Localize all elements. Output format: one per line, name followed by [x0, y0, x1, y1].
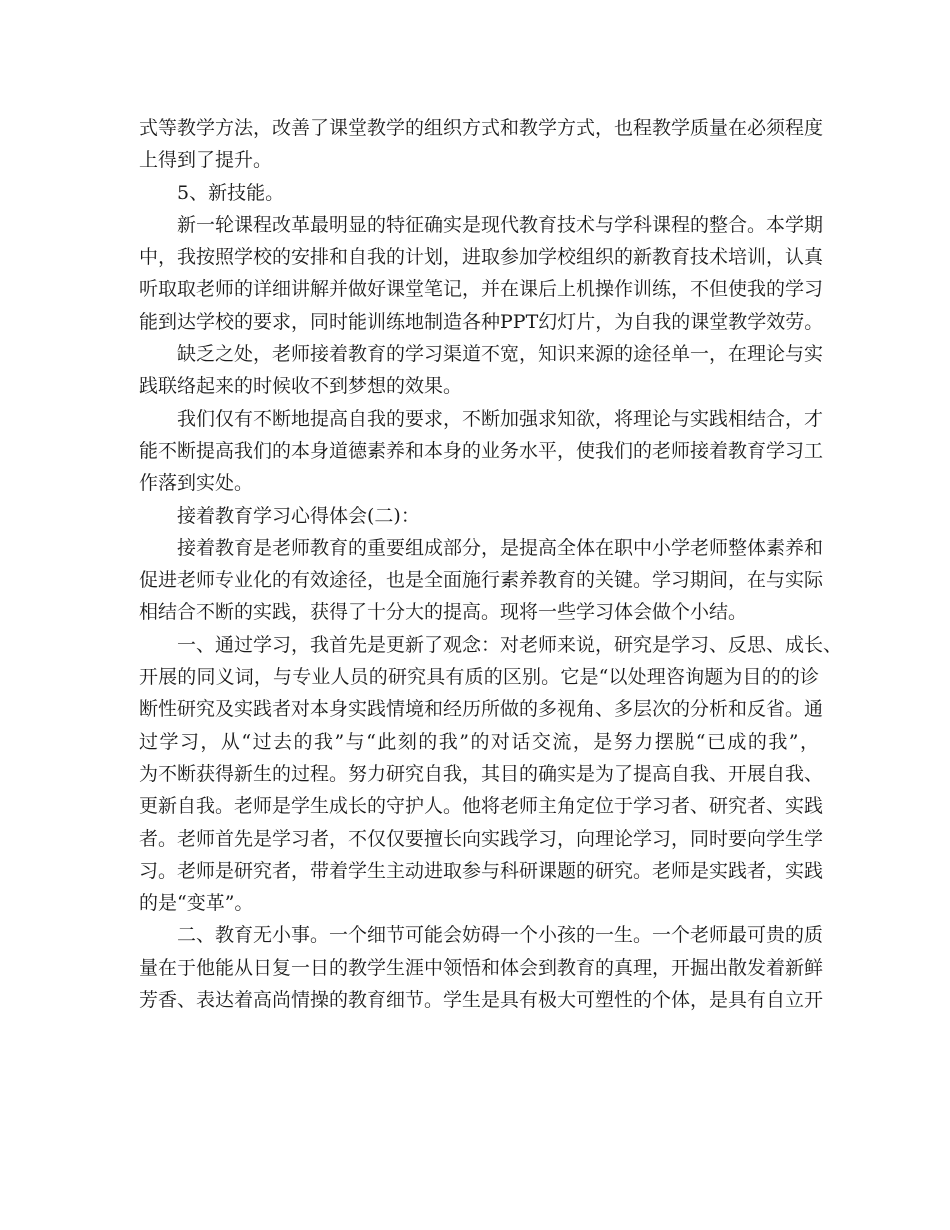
text-line: 践联络起来的时候收不到梦想的效果。 — [139, 375, 463, 398]
text-line: 二、教育无小事。一个细节可能会妨碍一个小孩的一生。一个老师最可贵的质 — [177, 924, 824, 947]
text-line: 我们仅有不断地提高自我的要求，不断加强求知欲，将理论与实践相结合，才 — [177, 407, 824, 430]
text-line: 中，我按照学校的安排和自我的计划，进取参加学校组织的新教育技术培训，认真 — [139, 246, 824, 269]
text-line: 促进老师专业化的有效途径，也是全面施行素养教育的关键。学习期间，在与实际 — [139, 569, 824, 592]
text-line: 能到达学校的要求，同时能训练地制造各种PPT幻灯片，为自我的课堂教学效劳。 — [139, 310, 824, 333]
text-line: 过学习，从“过去的我”与“此刻的我”的对话交流，是努力摆脱“已成的我”， — [139, 730, 819, 753]
text-line: 缺乏之处，老师接着教育的学习渠道不宽，知识来源的途径单一，在理论与实 — [177, 343, 824, 366]
text-line: 开展的同义词，与专业人员的研究具有质的区别。它是“以处理咨询题为目的的诊 — [139, 666, 819, 689]
text-line: 习。老师是研究者，带着学生主动进取参与科研课题的研究。老师是实践者，实践 — [139, 859, 824, 882]
text-line: 上得到了提升。 — [139, 149, 273, 172]
text-line: 一、通过学习，我首先是更新了观念：对老师来说，研究是学习、反思、成长、 — [177, 633, 843, 656]
text-line: 新一轮课程改革最明显的特征确实是现代教育技术与学科课程的整合。本学期 — [177, 213, 824, 236]
text-line: 芳香、表达着高尚情操的教育细节。学生是具有极大可塑性的个体，是具有自立开 — [139, 989, 824, 1012]
text-line: 接着教育学习心得体会(二)： — [177, 504, 420, 527]
text-line: 者。老师首先是学习者，不仅仅要擅长向实践学习，向理论学习，同时要向学生学 — [139, 827, 824, 850]
text-line: 5、新技能。 — [177, 181, 285, 204]
text-line: 量在于他能从日复一日的教学生涯中领悟和体会到教育的真理，开掘出散发着新鲜 — [139, 956, 824, 979]
text-line: 式等教学方法，改善了课堂教学的组织方式和教学方式，也程教学质量在必须程度 — [139, 117, 824, 139]
text-line: 作落到实处。 — [139, 472, 254, 495]
text-line: 的是“变革”。 — [139, 892, 254, 915]
text-line: 听取取老师的详细讲解并做好课堂笔记，并在课后上机操作训练，不但使我的学习 — [139, 278, 824, 301]
text-line: 能不断提高我们的本身道德素养和本身的业务水平，使我们的老师接着教育学习工 — [139, 439, 824, 462]
text-line: 为不断获得新生的过程。努力研究自我，其目的确实是为了提高自我、开展自我、 — [139, 762, 824, 785]
text-line: 相结合不断的实践，获得了十分大的提高。现将一些学习体会做个小结。 — [139, 601, 748, 624]
document-page — [139, 112, 843, 1016]
text-line: 接着教育是老师教育的重要组成部分，是提高全体在职中小学老师整体素养和 — [177, 536, 824, 559]
text-line: 更新自我。老师是学生成长的守护人。他将老师主角定位于学习者、研究者、实践 — [139, 795, 824, 818]
text-line: 断性研究及实践者对本身实践情境和经历所做的多视角、多层次的分析和反省。通 — [139, 698, 824, 721]
